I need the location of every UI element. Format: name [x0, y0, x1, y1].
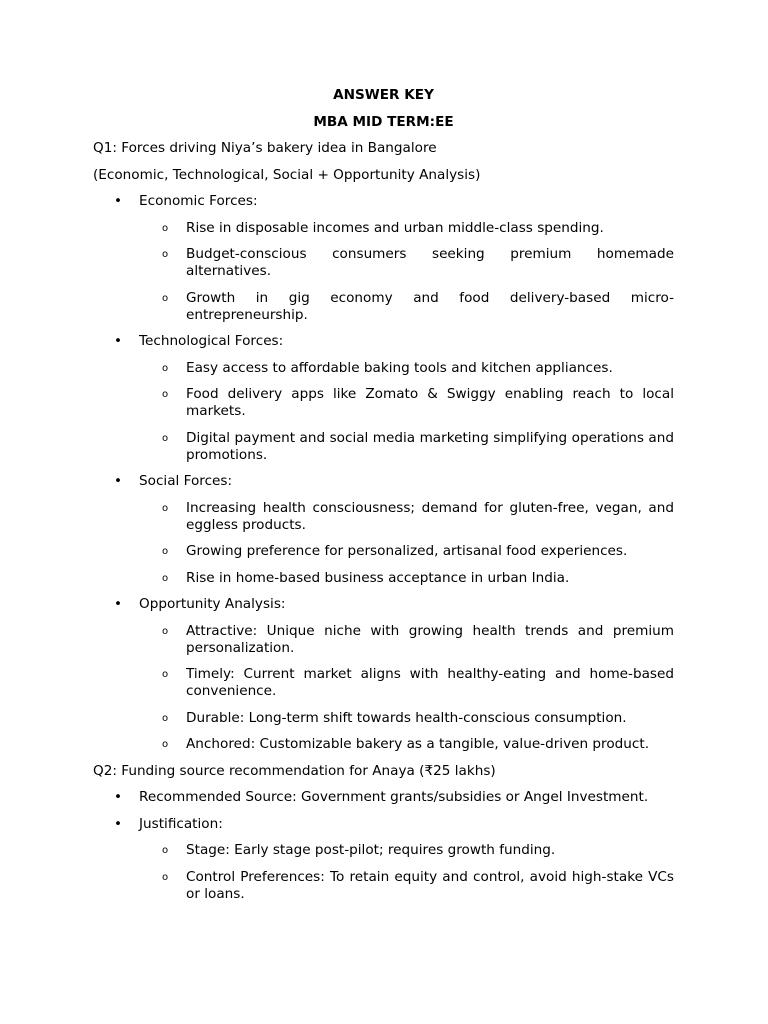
- q2-sections: [93, 789, 674, 903]
- section-label: • Technological Forces:: [139, 333, 284, 349]
- section-social: [93, 473, 674, 587]
- list-item: o Rise in disposable incomes and urban middle-class spending.: [139, 220, 674, 237]
- list-item: o Control Preferences: To retain equity and control, avoid high-stake VCs or loans.: [139, 869, 674, 903]
- section-label: • Social Forces:: [139, 473, 233, 489]
- document-title: ANSWER KEY: [333, 87, 434, 103]
- justification-label: • Justification:: [139, 815, 223, 832]
- q2-recommended: [93, 789, 674, 806]
- q2-heading: Q2: Funding source recommendation for Anaya (₹25 lakhs): [93, 762, 496, 779]
- justification-items: [139, 842, 674, 903]
- document-subtitle: MBA MID TERM:EE: [313, 113, 454, 130]
- list-item: o Growth in gig economy and food delivery-based micro-entrepreneurship.: [139, 290, 674, 324]
- section-items: [139, 623, 674, 754]
- list-item: o Attractive: Unique niche with growing health trends and premium personalization.: [139, 623, 674, 657]
- section-label: • Economic Forces:: [139, 193, 258, 209]
- list-item: o Anchored: Customizable bakery as a tangible, value-driven product.: [139, 736, 674, 753]
- list-item: o Budget-conscious consumers seeking premium homemade alternatives.: [139, 246, 674, 280]
- q1-sections: [93, 193, 674, 753]
- q2-justification: [93, 816, 674, 903]
- list-item: o Growing preference for personalized, artisanal food experiences.: [139, 543, 674, 560]
- section-items: [139, 360, 674, 464]
- recommended-source: • Recommended Source: Government grants/subsidies or Angel Investment.: [139, 789, 649, 805]
- section-opportunity: [93, 596, 674, 753]
- section-label: • Opportunity Analysis:: [139, 596, 286, 612]
- list-item: o Digital payment and social media marketing simplifying operations and promotions.: [139, 430, 674, 464]
- section-items: [139, 500, 674, 587]
- section-items: [139, 220, 674, 324]
- list-item: o Timely: Current market aligns with healthy-eating and home-based convenience.: [139, 666, 674, 700]
- list-item: o Easy access to affordable baking tools and kitchen appliances.: [139, 360, 674, 377]
- section-economic: [93, 193, 674, 324]
- list-item: o Rise in home-based business acceptance in urban India.: [139, 570, 674, 587]
- list-item: o Stage: Early stage post-pilot; requires growth funding.: [139, 842, 674, 859]
- list-item: o Increasing health consciousness; demand for gluten-free, vegan, and eggless products.: [139, 500, 674, 534]
- q1-heading: Q1: Forces driving Niya’s bakery idea in Bangalore: [93, 140, 437, 156]
- list-item: o Durable: Long-term shift towards health-conscious consumption.: [139, 710, 674, 727]
- section-technological: [93, 333, 674, 464]
- q1-subheading: (Economic, Technological, Social + Opportunity Analysis): [93, 166, 481, 183]
- list-item: o Food delivery apps like Zomato & Swiggy enabling reach to local markets.: [139, 386, 674, 420]
- document-content: [93, 87, 674, 912]
